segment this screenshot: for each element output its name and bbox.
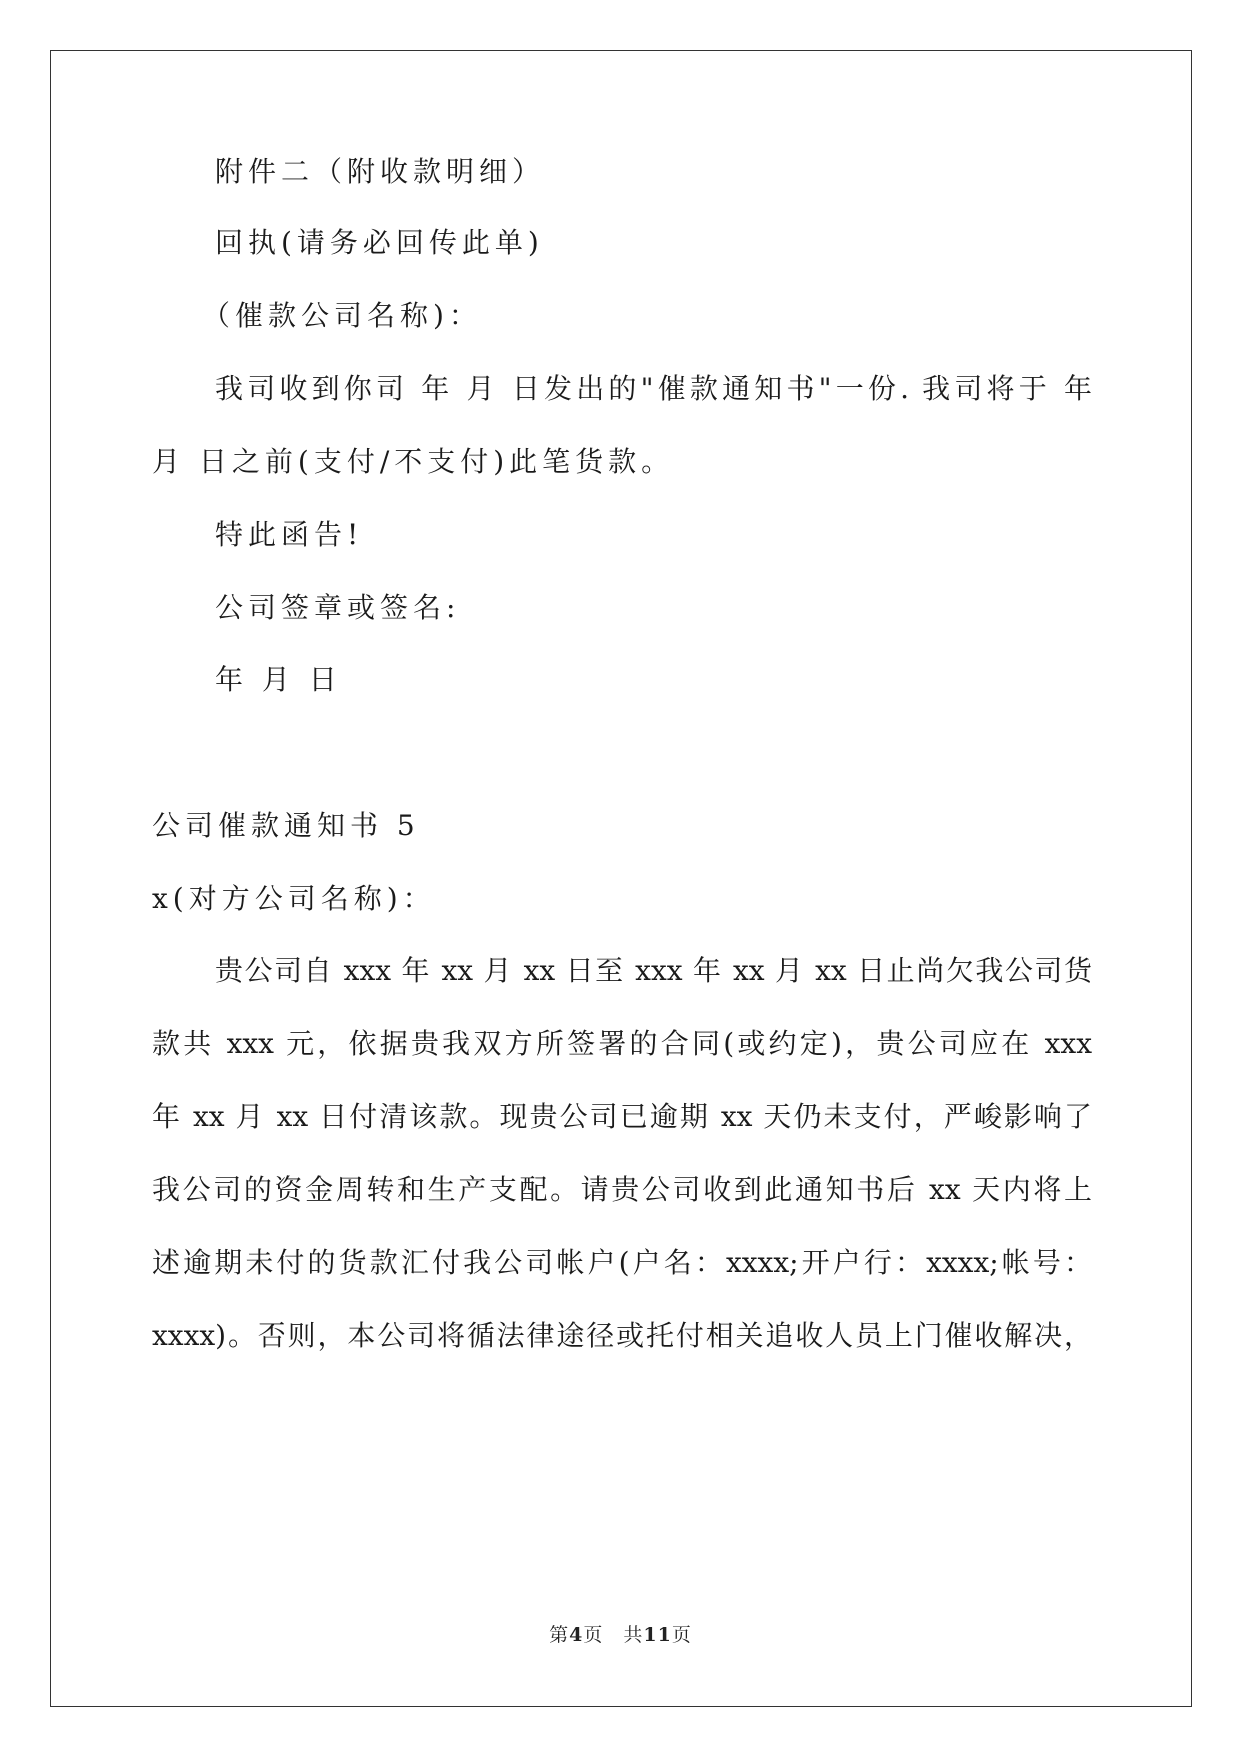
paragraph-line: 我公司的资金周转和生产支配。请贵公司收到此通知书后 xx 天内将上 (152, 1173, 1092, 1206)
paragraph-line: 款共 xxx 元，依据贵我双方所签署的合同(或约定)，贵公司应在 xxx (152, 1027, 1092, 1060)
addressee-line: x(对方公司名称)： (152, 882, 436, 915)
date-line: 年 月 日 (215, 663, 342, 696)
addressee-line: （催款公司名称)： (202, 299, 482, 332)
footer-mid: 页 共 (583, 1624, 644, 1646)
section-title: 公司催款通知书 5 (152, 809, 420, 842)
paragraph-line: 年 xx 月 xx 日付清该款。现贵公司已逾期 xx 天仍未支付，严峻影响了 (152, 1100, 1092, 1133)
attachment-heading: 附件二（附收款明细） (215, 155, 546, 188)
paragraph-line: xxxx)。否则，本公司将循法律途径或托付相关追收人员上门催收解决， (152, 1319, 1092, 1352)
current-page-number: 4 (569, 1624, 584, 1646)
paragraph-line: 贵公司自 xxx 年 xx 月 xx 日至 xxx 年 xx 月 xx 日止尚欠我公司货 (215, 954, 1092, 987)
page-footer (0, 1623, 1241, 1647)
footer-prefix: 第 (549, 1624, 570, 1646)
paragraph-line: 述逾期未付的货款汇付我公司帐户(户名：xxxx;开户行：xxxx;帐号： (152, 1246, 1092, 1279)
paragraph-line: 月 日之前(支付/不支付)此笔货款。 (152, 445, 675, 478)
total-page-number: 11 (643, 1624, 672, 1646)
closing-line: 特此函告! (215, 518, 364, 551)
paragraph-line: 我司收到你司 年 月 日发出的"催款通知书"一份. 我司将于 年 (215, 372, 1092, 405)
signature-line: 公司签章或签名: (215, 591, 461, 624)
receipt-heading: 回执(请务必回传此单) (215, 226, 544, 259)
footer-suffix: 页 (671, 1624, 692, 1646)
